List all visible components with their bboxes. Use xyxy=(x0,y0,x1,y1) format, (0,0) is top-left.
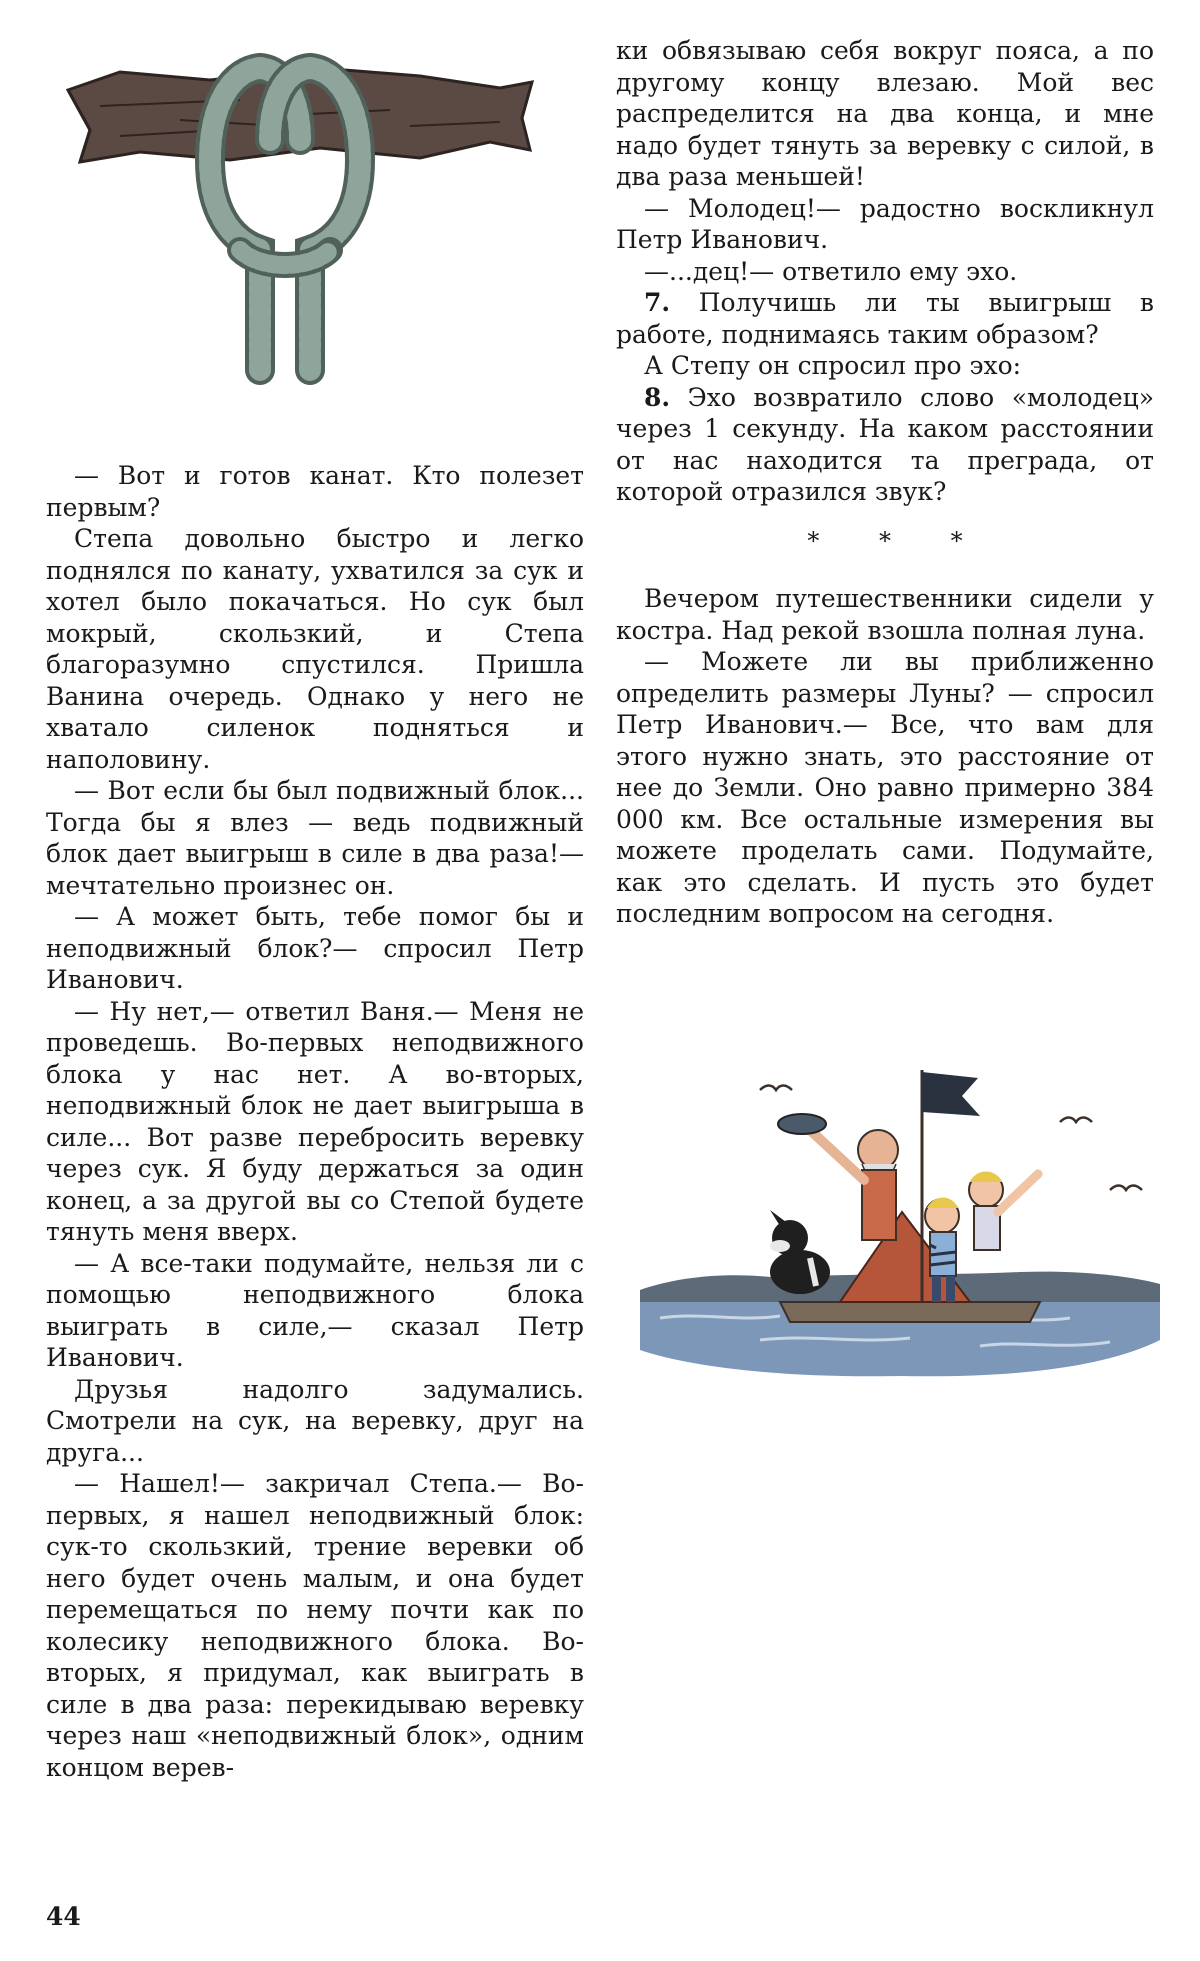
paragraph: —...дец!— ответило ему эхо. xyxy=(644,256,1018,286)
question-7 xyxy=(616,287,1154,350)
paragraph-continuation: ки обвязываю себя вокруг пояса, а по другому концу влезаю. Мой вес распределится на два конца, и мне надо будет тянуть за веревку с силой, в два раза меньшей! xyxy=(616,36,1154,191)
paragraph: — Ну нет,— ответил Ваня.— Меня не проведешь. Во-первых неподвижного блока у нас нет. А во-вторых, неподвижный блок не дает выигрыша в силе... Вот разве перебросить веревку через сук. Я буду держаться за один конец, а за другой вы со Степой будете тянуть меня вверх. xyxy=(46,996,584,1246)
paragraph: А Степу он спросил про эхо: xyxy=(644,351,1022,380)
paragraph: Вечером путешественники сидели у костра. Над рекой взошла полная луна. xyxy=(616,584,1154,645)
question-text: Эхо возвратило слово «молодец» через 1 секунду. На каком расстоянии от нас находится та преграда, от которой отразился звук? xyxy=(616,382,1154,506)
paragraph: — Молодец!— радостно воскликнул Петр Иванович. xyxy=(616,193,1154,254)
paragraph: — А может быть, тебе помог бы и неподвижный блок?— спросил Петр Иванович. xyxy=(46,902,584,994)
raft-icon xyxy=(780,1302,1040,1322)
section-separator: * * * xyxy=(807,526,989,555)
seagull-icon xyxy=(1110,1186,1142,1191)
traveller-child-waving-icon xyxy=(969,1172,1038,1251)
paragraph: Друзья надолго задумались. Смотрели на сук, на веревку, друг на друга... xyxy=(46,1374,584,1467)
paragraph: — Нашел!— закричал Степа.— Во-первых, я нашел неподвижный блок: сук-то скользкий, трение веревки об него будет очень малым, и она будет перемещаться по нему почти как по колесику неподвижного блока. Во-вторых, я придумал, как выиграть в силе в два раза: перекидываю веревку через наш «неподвижный блок», одним концом верев- xyxy=(46,1469,584,1782)
dog-icon xyxy=(770,1210,830,1294)
page-number: 44 xyxy=(46,1902,81,1931)
raft-travellers-illustration xyxy=(640,1040,1160,1380)
paragraph: — А все-таки подумайте, нельзя ли с помощью неподвижного блока выиграть в силе,— сказал Петр Иванович. xyxy=(46,1248,584,1372)
question-8 xyxy=(616,382,1154,508)
paragraph: — Вот и готов канат. Кто полезет первым? xyxy=(46,461,584,522)
right-text-column xyxy=(616,35,1154,930)
question-number: 8. xyxy=(644,382,671,412)
paragraph: Степа довольно быстро и легко поднялся по канату, ухватился за сук и хотел было покачаться. Но сук был мокрый, скользкий, и Степа благоразумно спустился. Пришла Ванина очередь. Однако у него не хватало силенок подняться и наполовину. xyxy=(46,524,584,774)
seagull-icon xyxy=(760,1086,792,1091)
left-text-column xyxy=(46,460,584,1783)
question-number: 7. xyxy=(644,288,671,317)
question-text: Получишь ли ты выигрыш в работе, поднимаясь таким образом? xyxy=(616,288,1154,349)
rope-knot-illustration xyxy=(60,30,540,390)
seagull-icon xyxy=(1060,1118,1092,1123)
paragraph: — Можете ли вы приближенно определить размеры Луны? — спросил Петр Иванович.— Все, что вам для этого нужно знать, это расстояние от нее до Земли. Оно равно примерно 384 000 км. Все остальные измерения вы можете проделать сами. Подумайте, как это сделать. И пусть это будет последним вопросом на сегодня. xyxy=(616,647,1154,928)
paragraph: — Вот если бы был подвижный блок... Тогда бы я влез — ведь подвижный блок дает выигрыш в силе в два раза!— мечтательно произнес он. xyxy=(46,776,584,900)
